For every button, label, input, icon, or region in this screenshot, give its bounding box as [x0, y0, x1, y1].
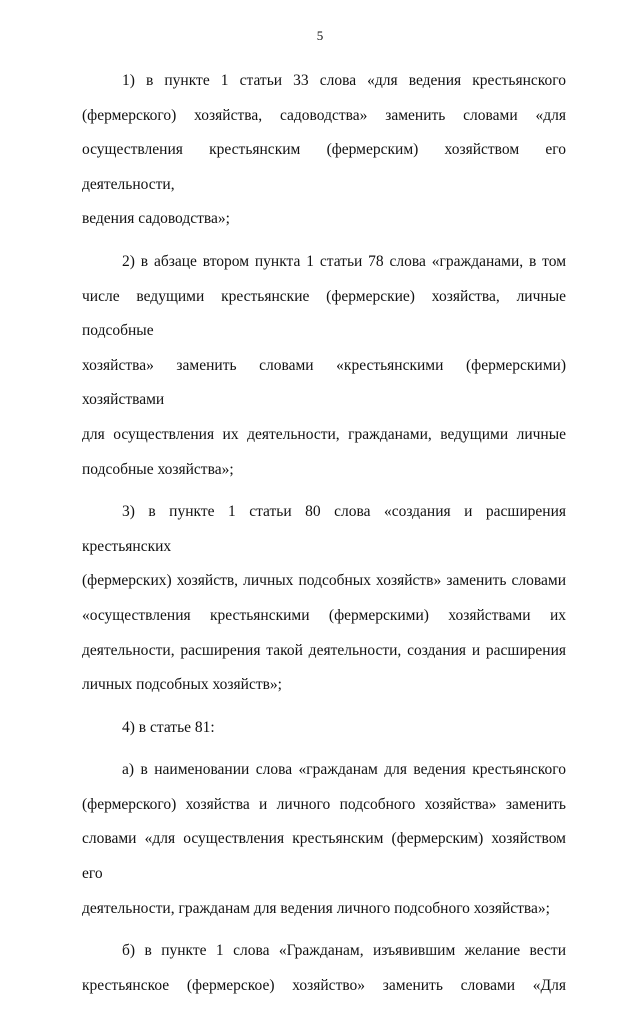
text-line: 3) в пункте 1 статьи 80 слова «создания и расширения крестьянских — [82, 503, 566, 555]
text-line: а) в наименовании слова «гражданам для ведения крестьянского — [122, 761, 566, 779]
text-line: ведения садоводства»; — [82, 210, 230, 228]
text-line: б) в пункте 1 слова «Гражданам, изъявившим желание вести — [122, 942, 566, 960]
text-line: подсобные хозяйства»; — [82, 460, 234, 478]
text-line: для осуществления их деятельности, гражданами, ведущими личные — [82, 425, 566, 443]
text-line: крестьянское (фермерское) хозяйство» заменить словами «Для — [82, 976, 566, 994]
text-line: числе ведущими крестьянские (фермерские) хозяйства, личные подсобные — [82, 287, 566, 340]
paragraph-5 — [82, 753, 566, 926]
text-line: хозяйства» заменить словами «крестьянскими (фермерскими) хозяйствами — [82, 356, 566, 409]
text-line: (фермерских) хозяйств, личных подсобных хозяйств» заменить словами — [82, 572, 566, 590]
paragraph-6 — [82, 934, 566, 1003]
text-line: деятельности, расширения такой деятельности, создания и расширения — [82, 641, 566, 659]
text-line: 1) в пункте 1 статьи 33 слова «для ведения крестьянского — [122, 72, 566, 89]
page-number: 5 — [316, 28, 324, 43]
text-line: осуществления крестьянским (фермерским) хозяйством его деятельности, — [82, 141, 566, 193]
text-line: деятельности, гражданам для ведения личного подсобного хозяйства»; — [82, 899, 550, 917]
paragraph-4 — [82, 711, 566, 746]
paragraph-2 — [82, 245, 566, 487]
text-line: словами «для осуществления крестьянским (фермерским) хозяйством его — [82, 830, 566, 883]
text-line: «осуществления крестьянскими (фермерскими) хозяйствами их — [82, 606, 566, 624]
document-body — [82, 64, 566, 1011]
paragraph-1 — [82, 64, 566, 237]
paragraph-3 — [82, 495, 566, 703]
text-line: 2) в абзаце втором пункта 1 статьи 78 слова «гражданами, в том — [122, 252, 566, 270]
text-line: 4) в статье 81: — [122, 718, 215, 736]
text-line: личных подсобных хозяйств»; — [82, 676, 282, 694]
text-line: (фермерского) хозяйства и личного подсобного хозяйства» заменить — [82, 795, 566, 813]
text-line: (фермерского) хозяйства, садоводства» заменить словами «для — [82, 106, 566, 124]
